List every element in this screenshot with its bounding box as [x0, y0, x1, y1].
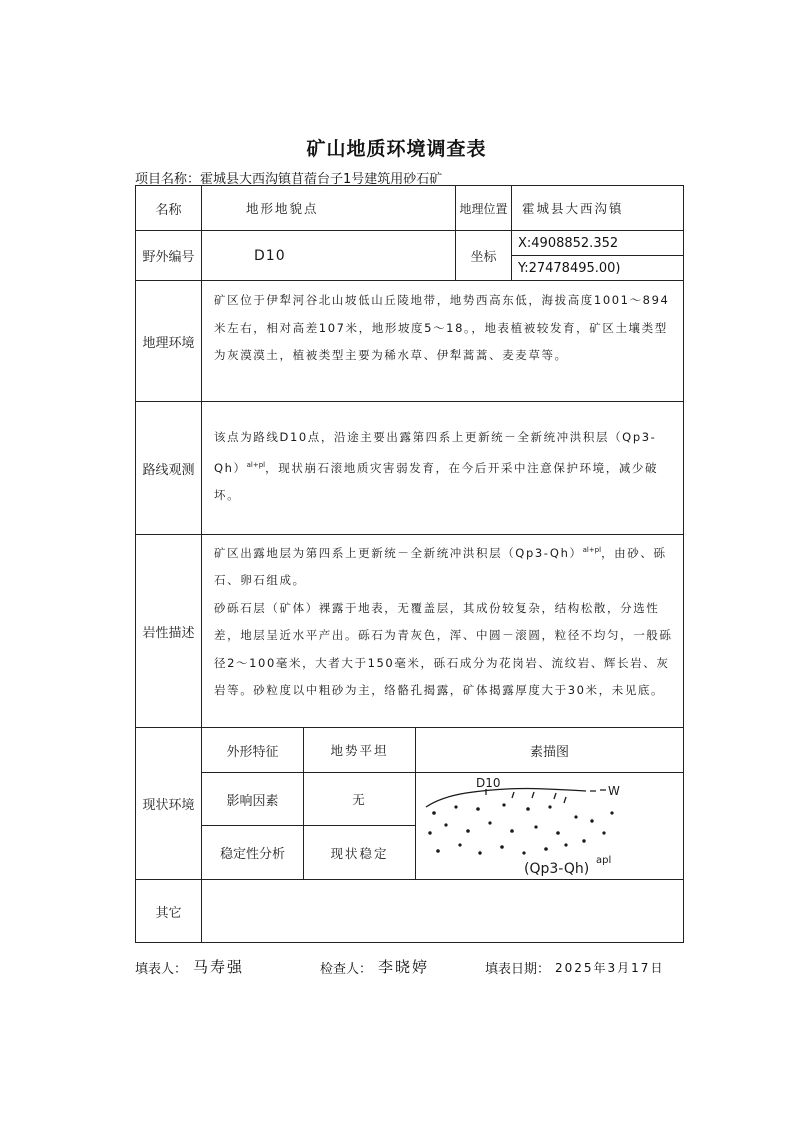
field-no-label: 野外编号 [136, 231, 202, 281]
coord-x: X:4908852.352 [512, 231, 684, 256]
sketch-unit-label: (Qp3-Qh) [524, 861, 590, 877]
impact-label: 影响因素 [202, 773, 304, 826]
litho-para-2: 砂砾石层（矿体）裸露于地表，无覆盖层，其成份较复杂，结构松散，分选性差，地层呈近水平产出。砾石为青灰色，浑、中圆－滚圆，粒径不均匀，一般砾径2～100毫米，大者大于150毫米，砾石成分为花岗岩、流纹岩、辉长岩、灰岩等。砂粒度以中粗砂为主，络骼孔揭露，矿体揭露厚度大于30米，未见底。 [214, 600, 673, 698]
shape-label: 外形特征 [202, 728, 304, 773]
sketch-gravel [428, 803, 613, 854]
route-text-tail: ，现状崩石滚地质灾害弱发育，在今后开采中注意保护环境，减少破坏。 [214, 460, 659, 502]
sketch-slope-tick-2 [532, 792, 534, 798]
field-no-value: D10 [202, 231, 456, 281]
status-label: 现状环境 [136, 728, 202, 880]
other-value [202, 880, 684, 943]
route-label: 路线观测 [136, 402, 202, 535]
name-value: 地形地貌点 [202, 186, 456, 231]
sketch-surface-line [426, 789, 586, 808]
geo-env-text: 矿区位于伊犁河谷北山坡低山丘陵地带，地势西高东低，海拔高度1001～894米左右，相对高差107米，地形坡度5～18。，地表植被较发育，矿区土壤类型为灰漠漠土，植被类型主要为稀水草、伊犁蒿蒿、麦麦草等。 [202, 281, 684, 402]
coord-y: Y:27478495.00) [512, 256, 684, 281]
project-label: 项目名称： [135, 172, 201, 187]
date-value: 2025年3月17日 [555, 961, 665, 975]
survey-table [135, 185, 684, 943]
filler-name: 马寿强 [193, 958, 245, 976]
name-label: 名称 [136, 186, 202, 231]
litho-line1: 矿区出露地层为第四系上更新统－全新统冲洪积层（Qp3-Qh） [214, 545, 583, 560]
location-label: 地理位置 [456, 186, 512, 231]
litho-label: 岩性描述 [136, 535, 202, 728]
checker-label: 检查人： [320, 962, 373, 977]
sketch-direction-label: W [608, 784, 620, 798]
date-label: 填表日期： [485, 962, 551, 977]
sketch-point-label: D10 [476, 776, 501, 790]
route-text-sup: al+pl [246, 460, 266, 469]
sketch-cell [416, 773, 684, 880]
checker-name: 李晓婷 [378, 958, 430, 976]
sketch-slope-tick-4 [564, 797, 566, 803]
route-text-main: 该点为路线D10点，沿途主要出露第四系上更新统－全新统冲洪积层（Qp3-Qh） [214, 430, 657, 475]
geo-env-label: 地理环境 [136, 281, 202, 402]
filler-label: 填表人： [135, 962, 188, 977]
sketch-slope-tick-1 [512, 792, 514, 798]
litho-sup: al+pl [582, 546, 602, 554]
sketch-label: 素描图 [416, 728, 684, 773]
litho-para-1 [214, 537, 673, 595]
stability-value: 现状稳定 [304, 826, 416, 880]
sketch-slope-tick-3 [554, 793, 556, 799]
litho-text [202, 535, 684, 728]
stability-label: 稳定性分析 [202, 826, 304, 880]
other-label: 其它 [136, 880, 202, 943]
impact-value: 无 [304, 773, 416, 826]
route-text [202, 402, 684, 535]
shape-value: 地势平坦 [304, 728, 416, 773]
sketch-drawing [416, 773, 634, 879]
project-name: 霍城县大西沟镇苜蓿台子1号建筑用砂石矿 [200, 172, 443, 187]
coord-label: 坐标 [456, 231, 512, 281]
litho-line1b: ，由砂、砾石、卵石组成。 [214, 545, 667, 588]
sketch-unit-sup: apl [596, 855, 612, 866]
location-value: 霍城县大西沟镇 [512, 186, 684, 231]
page-title: 矿山地质环境调查表 [306, 138, 487, 160]
sketch-surface-dash [590, 790, 606, 791]
